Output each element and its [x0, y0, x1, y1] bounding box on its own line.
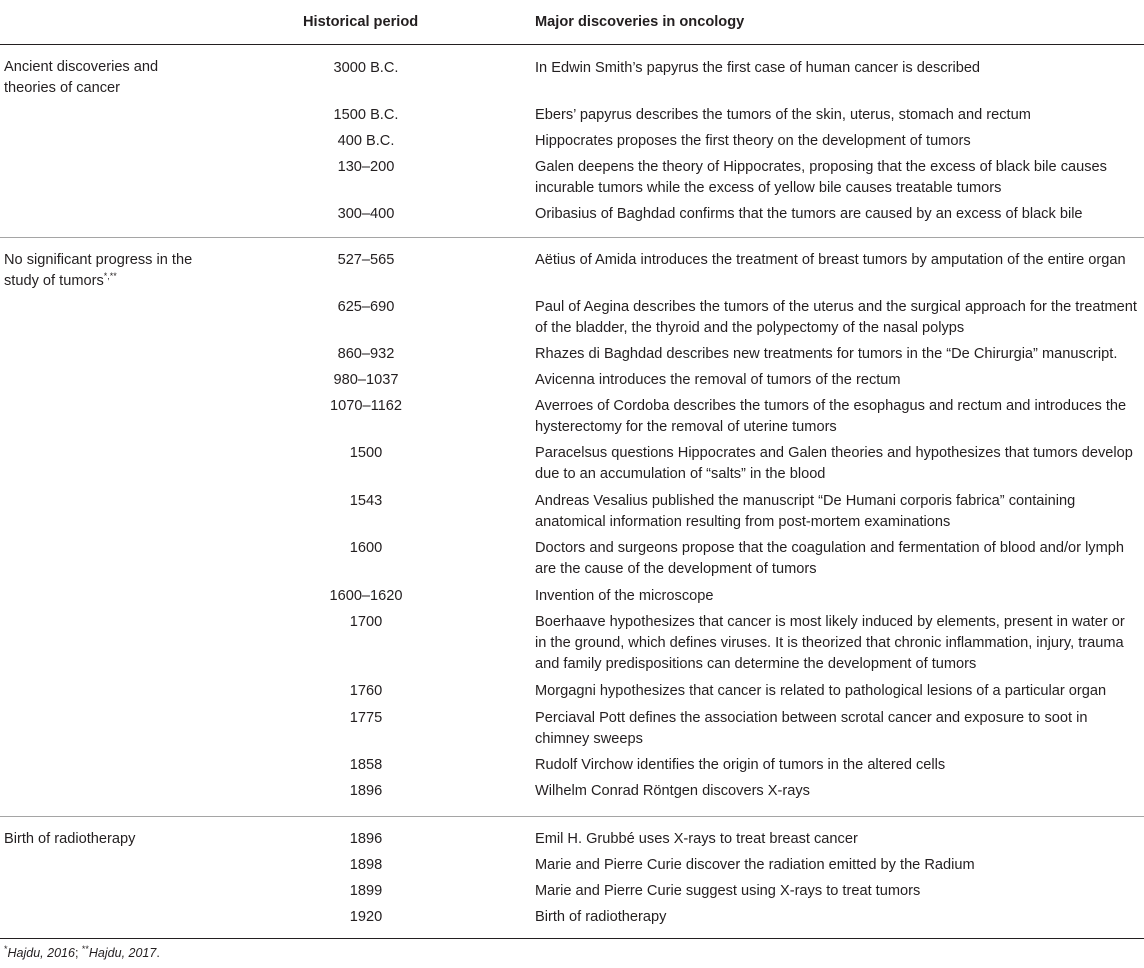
period-cell: 1070–1162 [330, 398, 402, 414]
period-cell: 1543 [349, 493, 383, 509]
table-header [0, 0, 1144, 45]
discovery-cell: Rudolf Virchow identifies the origin of tumors in the altered cells [535, 757, 946, 773]
discovery-cell: Invention of the microscope [535, 588, 714, 604]
discovery-cell: Wilhelm Conrad Röntgen discovers X-rays [535, 783, 810, 799]
discovery-cell: In Edwin Smith’s papyrus the first case of human cancer is described [535, 60, 981, 76]
footnote-mark-2: ** [81, 943, 89, 954]
discovery-cell: Marie and Pierre Curie discover the radiation emitted by the Radium [535, 857, 975, 873]
period-cell: 1898 [349, 857, 383, 873]
discovery-cell: Paul of Aegina describes the tumors of the uterus and the surgical approach for the treatment of the bladder, the thyroid and the polypectomy of the nasal polyps [535, 299, 1137, 336]
period-cell: 1760 [349, 683, 383, 699]
discovery-cell: Averroes of Cordoba describes the tumors of the esophagus and rectum and introduces the hysterectomy for the removal of uterine tumors [535, 398, 1127, 435]
section-ancient [0, 45, 1144, 238]
period-cell: 625–690 [337, 299, 395, 315]
table-footnote [4, 943, 160, 960]
discovery-cell: Avicenna introduces the removal of tumors of the rectum [535, 372, 901, 388]
discovery-cell: Hippocrates proposes the first theory on the development of tumors [535, 133, 971, 149]
period-cell: 1920 [349, 909, 383, 925]
period-cell: 3000 B.C. [333, 60, 399, 76]
category-label: Ancient discoveries and theories of cancer [4, 59, 159, 96]
discovery-cell: Boerhaave hypothesizes that cancer is most likely induced by elements, present in water or in the ground, which defines viruses. It is theorized that chronic inflammation, injury, trauma and family predispositions can determine the development of tumors [535, 614, 1125, 672]
discovery-cell: Galen deepens the theory of Hippocrates, proposing that the excess of black bile causes incurable tumors while the excess of yellow bile causes treatable tumors [535, 159, 1107, 196]
period-cell: 1896 [349, 831, 383, 847]
period-cell: 980–1037 [333, 372, 399, 388]
discovery-cell: Ebers’ papyrus describes the tumors of the skin, uterus, stomach and rectum [535, 107, 1031, 123]
category-label [4, 250, 204, 292]
discovery-cell: Aëtius of Amida introduces the treatment of breast tumors by amputation of the entire organ [535, 252, 1126, 268]
discovery-cell: Paracelsus questions Hippocrates and Galen theories and hypothesizes that tumors develop due to an accumulation of “salts” in the blood [535, 445, 1133, 482]
discovery-cell: Doctors and surgeons propose that the coagulation and fermentation of blood and/or lymph are the cause of the development of tumors [535, 540, 1124, 577]
footnote-end: . [156, 946, 160, 960]
discovery-cell: Oribasius of Baghdad confirms that the tumors are caused by an excess of black bile [535, 206, 1083, 222]
footnote-ref-hajdu-2017[interactable]: Hajdu, 2017 [88, 946, 157, 960]
period-cell: 400 B.C. [337, 133, 395, 149]
discovery-cell: Marie and Pierre Curie suggest using X-rays to treat tumors [535, 883, 921, 899]
period-cell: 1858 [349, 757, 383, 773]
period-cell: 860–932 [337, 346, 395, 362]
section-radiotherapy [0, 817, 1144, 939]
header-historical-period: Historical period [303, 14, 419, 30]
discovery-cell: Andreas Vesalius published the manuscript “De Humani corporis fabrica” containing anatomical information resulting from post-mortem examinations [535, 493, 1076, 530]
footnote-ref-hajdu-2016[interactable]: Hajdu, 2016 [7, 946, 75, 960]
discovery-cell: Birth of radiotherapy [535, 909, 667, 925]
period-cell: 1500 [349, 445, 383, 461]
footnote-separator: ; [74, 946, 82, 960]
category-label: Birth of radiotherapy [4, 831, 136, 847]
header-major-discoveries: Major discoveries in oncology [535, 14, 745, 30]
period-cell: 1775 [349, 710, 383, 726]
footnote-mark: *,** [103, 271, 117, 282]
section-no-progress [0, 238, 1144, 817]
period-cell: 1600–1620 [329, 588, 403, 604]
discovery-cell: Perciaval Pott defines the association between scrotal cancer and exposure to soot in chimney sweeps [535, 710, 1088, 747]
period-cell: 300–400 [337, 206, 395, 222]
period-cell: 130–200 [337, 159, 395, 175]
period-cell: 1600 [349, 540, 383, 556]
period-cell: 1896 [349, 783, 383, 799]
discovery-cell: Emil H. Grubbé uses X-rays to treat breast cancer [535, 831, 858, 847]
footnote-mark-1: * [4, 943, 8, 954]
period-cell: 1700 [349, 614, 383, 630]
period-cell: 527–565 [337, 252, 395, 268]
discovery-cell: Rhazes di Baghdad describes new treatments for tumors in the “De Chirurgia” manuscript. [535, 346, 1118, 362]
period-cell: 1899 [349, 883, 383, 899]
category-text: No significant progress in the study of tumors [4, 252, 193, 289]
period-cell: 1500 B.C. [333, 107, 399, 123]
discovery-cell: Morgagni hypothesizes that cancer is related to pathological lesions of a particular organ [535, 683, 1107, 699]
